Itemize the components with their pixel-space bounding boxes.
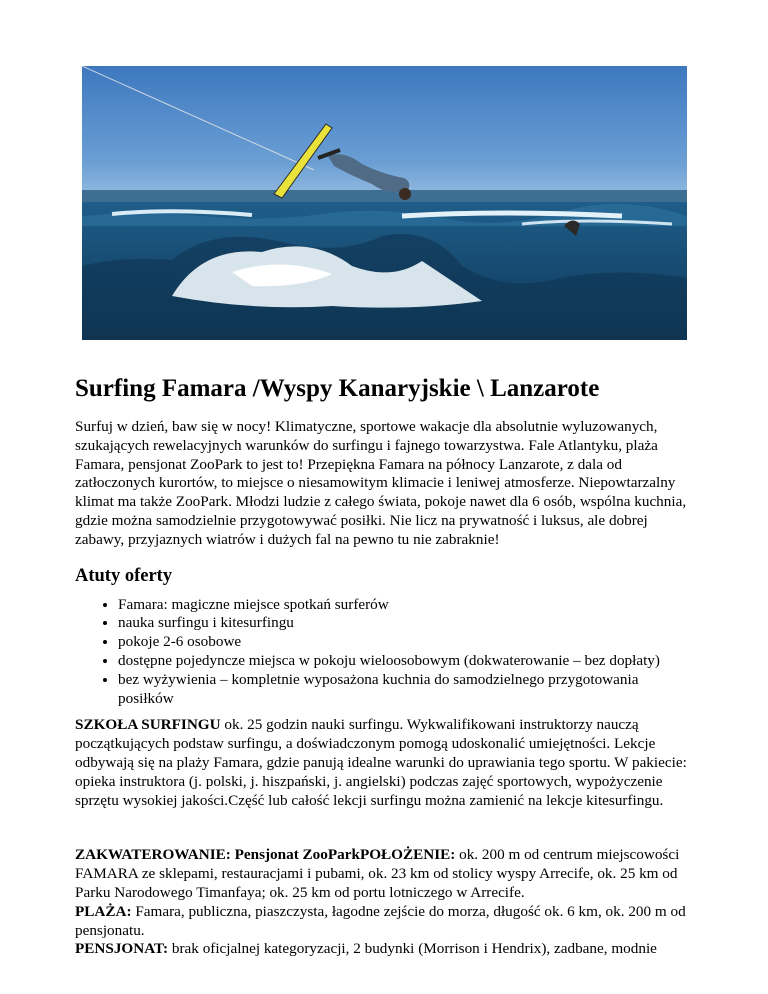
list-item: • Famara: magiczne miejsce spotkań surferów — [118, 596, 695, 615]
beach-label: PLAŻA: — [75, 902, 132, 920]
list-item: • nauka surfingu i kitesurfingu — [118, 614, 695, 633]
location-text: ok. 200 m od centrum miejscowości FAMARA ze sklepami, restauracjami i pubami, ok. 23 km od stolicy wyspy Arrecife, ok. 25 km od Parku Narodowego Timanfaya; ok. 25 km od portu lotniczego w Arrecife. — [75, 846, 680, 901]
page-title: Surfing Famara /Wyspy Kanaryjskie \ Lanzarote — [75, 375, 600, 402]
list-item: • pokoje 2-6 osobowe — [118, 633, 695, 652]
guesthouse-label: PENSJONAT: — [75, 940, 169, 958]
list-item: • dostępne pojedyncze miejsca w pokoju wieloosobowym (dokwaterowanie – bez dopłaty) — [118, 652, 695, 671]
school-paragraph — [75, 716, 695, 810]
location-label: POŁOŻENIE: — [359, 846, 456, 864]
intro-paragraph: Surfuj w dzień, baw się w nocy! Klimatyczne, sportowe wakacje dla absolutnie wyluzowanych, szukających rewelacyjnych warunków do surfingu i fajnego towarzystwa. Fale Atlantyku, plaża Famara, pensjonat ZooPark to jest to! Przepiękna Famara na północy Lanzarote, z dala od zatłoczonych kurortów, to miejsce o niesamowitym klimacie i leniwej atmosferze. Niepowtarzalny klimat ma także ZooPark. Młodzi ludzie z całego świata, pokoje nawet dla 6 osób, wspólna kuchnia, gdzie można samodzielnie przygotowywać posiłki. Nie licz na prywatność i luksus, ale dobrej zabawy, przyjaznych wiatrów i dużych fal na pewno tu nie zabraknie! — [75, 418, 687, 548]
school-text: ok. 25 godzin nauki surfingu. Wykwalifikowani instruktorzy nauczą początkujących podstaw surfingu, a doświadczonym pomogą udoskonalić umiejętności. Lekcje odbywają się na plaży Famara, gdzie panują idealne warunki do uprawiania tego sportu. W pakiecie: opieka instruktora (j. polski, j. hiszpański, j. angielski) podczas zajęć sportowych, wypożyczenie sprzętu wysokiej jakości.Część lub całość lekcji surfingu można zamienić na lekcje kitesurfingu. — [75, 716, 687, 809]
school-label: SZKOŁA SURFINGU — [75, 716, 221, 734]
hero-photo — [82, 66, 687, 340]
kitesurfer-photo-icon — [82, 66, 687, 340]
features-list — [75, 596, 695, 709]
guesthouse-text: brak oficjalnej kategoryzacji, 2 budynki (Morrison i Hendrix), zadbane, modnie — [168, 940, 657, 958]
article — [75, 372, 695, 959]
features-heading: Atuty oferty — [75, 565, 173, 586]
lodging-paragraph — [75, 846, 695, 959]
beach-text: Famara, publiczna, piaszczysta, łagodne zejście do morza, długość ok. 6 km, ok. 200 m od pensjonatu. — [75, 902, 686, 939]
list-item: • bez wyżywienia – kompletnie wyposażona kuchnia do samodzielnego przygotowania posiłków — [118, 671, 695, 709]
lodging-label: ZAKWATEROWANIE: Pensjonat ZooPark — [75, 846, 360, 864]
